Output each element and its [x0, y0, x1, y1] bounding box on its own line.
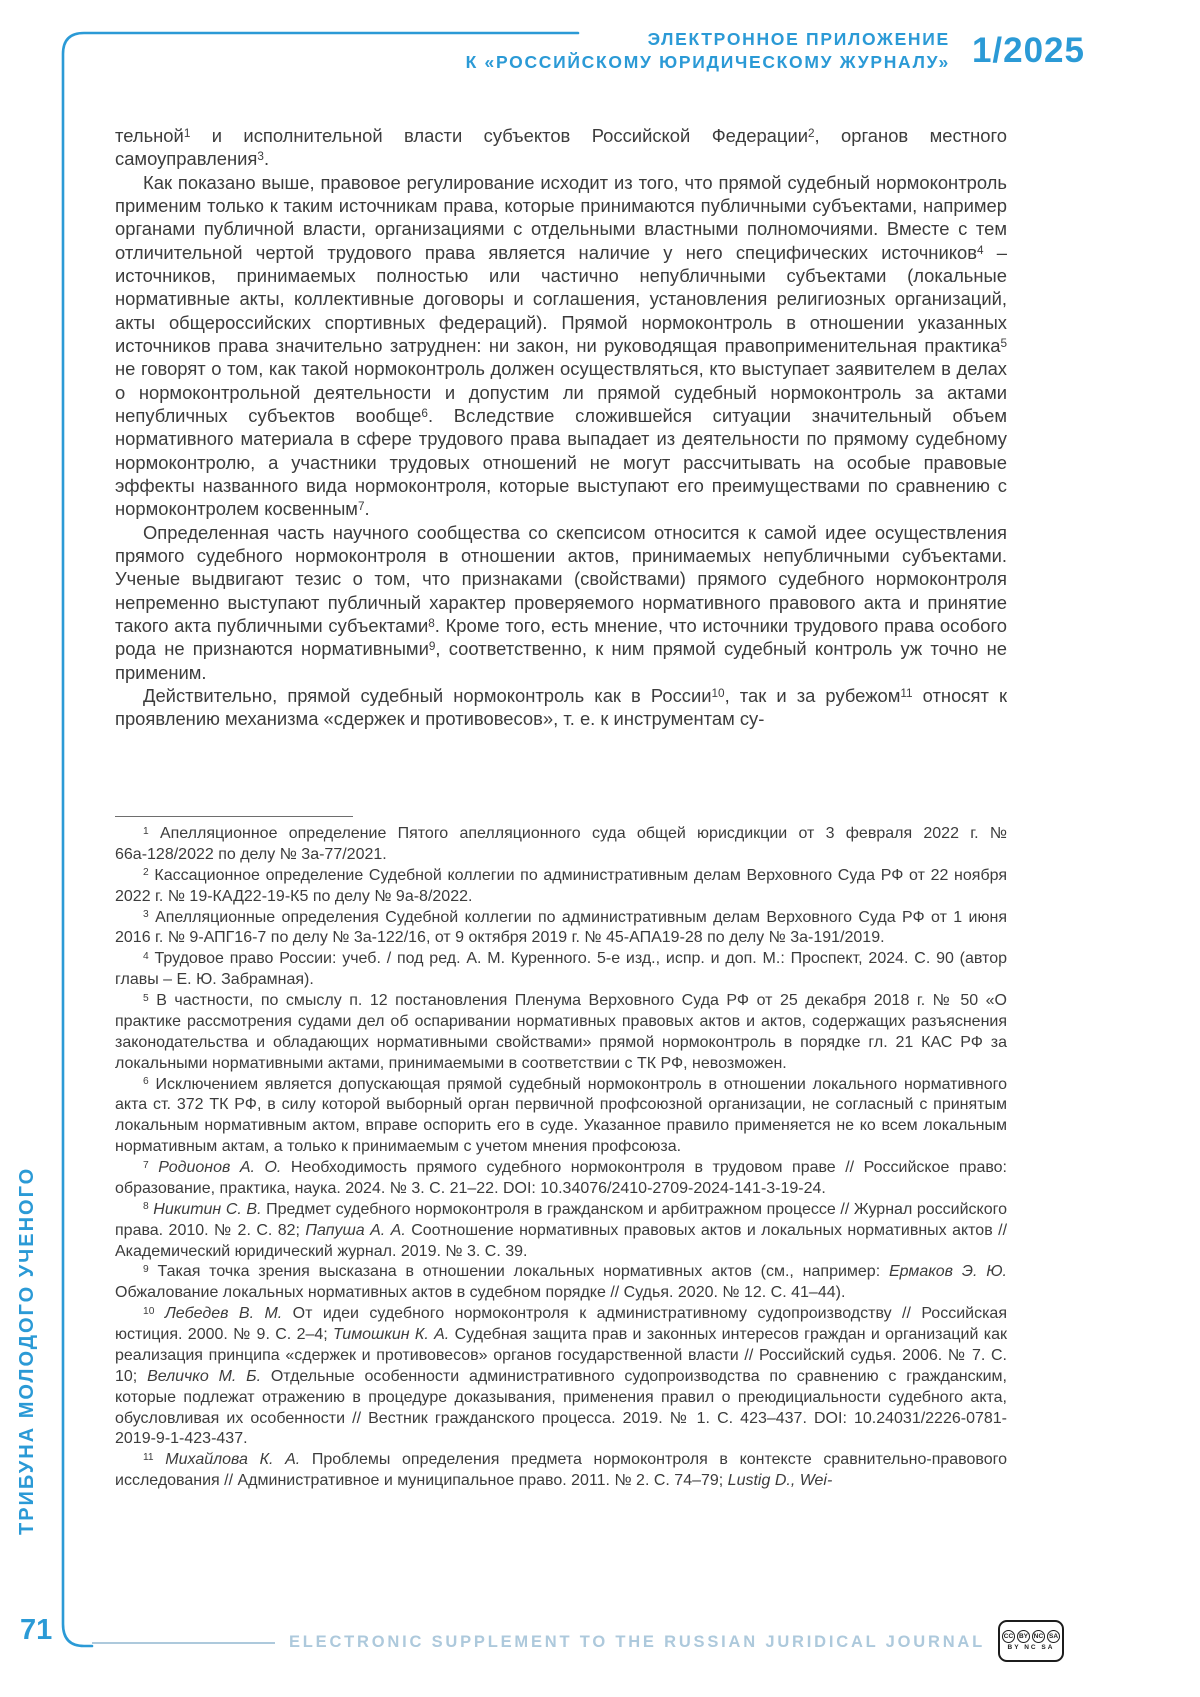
cc-by-icon: BY: [1017, 1630, 1030, 1643]
footnote-1: $^1$ Апелляционное определение Пятого апелляционного суда общей юрисдикции от 3 февраля 2022 г. № 66а-128/2022 по делу № 3а-77/2021.: [115, 825, 1007, 863]
footnote-7: $^7$ Родионов А. О. Необходимость прямого судебного нормоконтроля в трудовом праве // Российское право: образование, практика, наука. 2024. № 3. С. 21–22. DOI: 10.34076/2410-2709-2024-141-3-19-24.: [115, 1159, 1008, 1197]
footnote-8: $^8$ Никитин С. В. Предмет судебного нормоконтроля в гражданском и арбитражном процессе // Журнал российского права. 2010. № 2. С. 82; Папуша А. А. Соотношение нормативных правовых актов и локальных нормативных актов // Академический юридический журнал. 2019. № 3. С. 39.: [115, 1200, 1008, 1260]
footnote-6: $^6$ Исключением является допускающая прямой судебный нормоконтроль в отношении локального нормативного акта ст. 372 ТК РФ, в силу которой выборный орган первичной профсоюзной организации, не согласный с принятым локальным нормативным актом, вправе оспорить его в суде. Указанное правило применяется не ко всем локальным нормативным актам, а только к принимаемым с учетом мнения профсоюза.: [115, 1075, 1007, 1156]
footer-journal-title-en: ELECTRONIC SUPPLEMENT TO THE RUSSIAN JURIDICAL JOURNAL: [288, 1633, 985, 1651]
footnote-2: $^2$ Кассационное определение Судебной коллегии по административным делам Верховного Суда РФ от 22 ноября 2022 г. № 19-КАД22-19-К5 по делу № 9а-8/2022.: [115, 866, 1007, 905]
footer-rule: [92, 1642, 275, 1644]
page-number: 71: [20, 1614, 53, 1646]
cc-sa-icon: SA: [1047, 1630, 1060, 1643]
section-rubric-vertical: ТРИБУНА МОЛОДОГО УЧЕНОГО: [16, 1166, 38, 1535]
body-paragraph-3: Определенная часть научного сообщества со скепсисом относится к самой идее осуществления прямого судебного нормоконтроля в отношении актов, принимаемых непубличными субъектами. Ученые выдвигают тезис о том, что признаками (свойствами) прямого судебного нормоконтроля непременно выступают публичный характер проверяемого нормативного правового акта и принятие такого акта публичными субъектами$^8$. Кроме того, есть мнение, что источники трудового права особого рода не признаются нормативными$^9$, соответственно, к ним прямой судебный контроль уж точно не применим.: [115, 521, 1007, 683]
footnote-3: $^3$ Апелляционные определения Судебной коллегии по административным делам Верховного Суда РФ от 1 июня 2016 г. № 9-АПГ16-7 по делу № 3а-122/16, от 9 октября 2019 г. № 45-АПА19-28 по делу № 3а-191/2019.: [115, 908, 1007, 947]
footnote-5: $^5$ В частности, по смыслу п. 12 постановления Пленума Верховного Суда РФ от 25 декабря 2018 г. № 50 «О практике рассмотрения судами дел об оспаривании нормативных правовых актов и актов, содержащих разъяснения законодательства и обладающих нормативными свойствами» прямой нормоконтроль в порядке гл. 21 КАС РФ за локальными нормативными актами, принимаемыми в соответствии с ТК РФ, невозможен.: [115, 992, 1007, 1072]
cc-by-nc-sa-badge: [998, 1620, 1064, 1662]
body-paragraph-1: тельной$^1$ и исполнительной власти субъектов Российской Федерации$^2$, органов местного самоуправления$^3$.: [115, 125, 1007, 170]
issue-number: 1/2025: [971, 31, 1085, 71]
footnote-4: $^4$ Трудовое право России: учеб. / под ред. А. М. Куренного. 5-е изд., испр. и доп. М.: Проспект, 2024. С. 90 (автор главы – Е. Ю. Забрамная).: [115, 950, 1007, 989]
journal-title: [466, 28, 950, 74]
footnotes-block: [115, 824, 1007, 1492]
page-footer: [92, 1633, 985, 1652]
cc-icon-row: [1002, 1630, 1060, 1643]
cc-nc-icon: NC: [1032, 1630, 1045, 1643]
cc-icon: CC: [1002, 1630, 1015, 1643]
footnote-11: $^{11}$ Михайлова К. А. Проблемы определения предмета нормоконтроля в контексте сравнительно-правового исследования // Административное и муниципальное право. 2011. № 2. С. 74–79; Lustig D., Wei-: [115, 1451, 1007, 1490]
footnote-9: $^9$ Такая точка зрения высказана в отношении локальных нормативных актов (см., например: Ермаков Э. Ю. Обжалование локальных нормативных актов в судебном порядке // Судья. 2020. № 12. С. 41–44).: [115, 1263, 1007, 1302]
article-body: [115, 124, 1007, 731]
body-paragraph-4: Действительно, прямой судебный нормоконтроль как в России$^{10}$, так и за рубежом$^{11}$ относят к проявлению механизма «сдержек и противовесов», т. е. к инструментам су-: [115, 684, 1007, 730]
footnote-10: $^{10}$ Лебедев В. М. От идеи судебного нормоконтроля к административному судопроизводству // Российская юстиция. 2000. № 9. С. 2–4; Тимошкин К. А. Судебная защита прав и законных интересов граждан и организаций как реализация принципа «сдержек и противовесов» органов государственной власти // Российский судья. 2006. № 7. С. 10; Величко М. Б. Отдельные особенности административного судопроизводства по сравнению с гражданским, которые подлежат отражению в процедуре доказывания, применения правил о преюдициальности судебного акта, обусловливая их особенности // Вестник гражданского процесса. 2019. № 1. С. 423–437. DOI: 10.24031/2226-0781-2019-9-1-423-437.: [115, 1305, 1008, 1448]
journal-title-line2: К «РОССИЙСКОМУ ЮРИДИЧЕСКОМУ ЖУРНАЛУ»: [465, 52, 950, 73]
page-header: [466, 28, 1085, 74]
footnote-separator: [115, 816, 353, 817]
cc-license-label: BY NC SA: [1007, 1644, 1055, 1652]
journal-title-line1: ЭЛЕКТРОННОЕ ПРИЛОЖЕНИЕ: [647, 29, 950, 49]
body-paragraph-2: Как показано выше, правовое регулирование исходит из того, что прямой судебный нормоконтроль применим только к таким источникам права, которые принимаются публичными субъектами, например органами публичной власти, организациями с отдельными властными полномочиями. Вместе с тем отличительной чертой трудового права является наличие у него специфических источников$^4$ – источников, принимаемых полностью или частично непубличными субъектами (локальные нормативные акты, коллективные договоры и соглашения, установления религиозных организаций, акты общероссийских спортивных федераций). Прямой нормоконтроль в отношении указанных источников права значительно затруднен: ни закон, ни руководящая правоприменительная практика$^5$ не говорят о том, как такой нормоконтроль должен осуществляться, кто выступает заявителем в делах о нормоконтрольной деятельности и допустим ли прямой судебный нормоконтроль за актами непубличных субъектов вообще$^6$. Вследствие сложившейся ситуации значительный объем нормативного материала в сфере трудового права выпадает из деятельности по прямому судебному нормоконтролю, а участники трудовых отношений не могут рассчитывать на особые правовые эффекты названного вида нормоконтроля, которые выступают его преимуществами по сравнению с нормоконтролем косвенным$^7$.: [115, 171, 1008, 520]
